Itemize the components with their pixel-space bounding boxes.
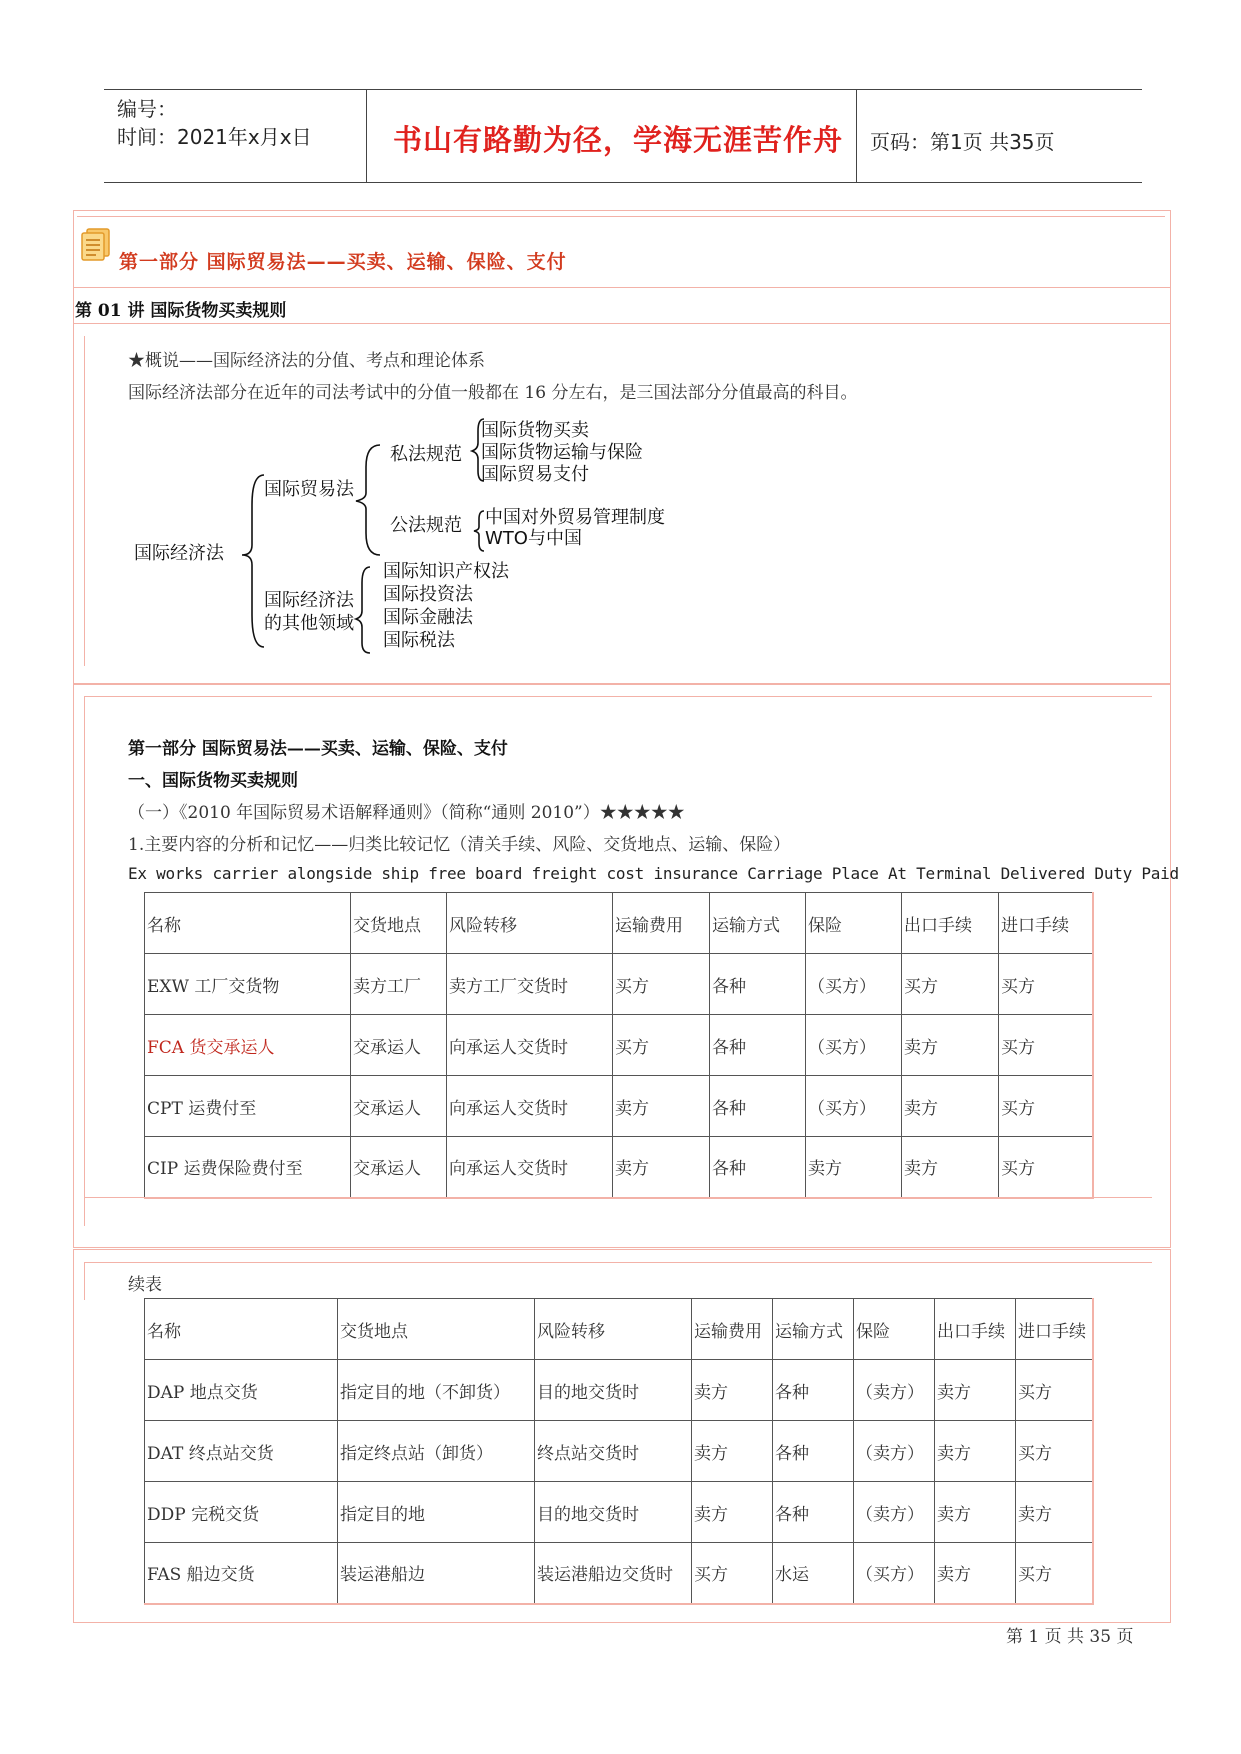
table-header-cell: 运输方式 [773,1299,854,1360]
diagram-other-item-3: 国际金融法 [383,607,473,628]
table-cell: 买方 [613,1015,710,1076]
overview-text: 国际经济法部分在近年的司法考试中的分值一般都在 16 分左右，是三国法部分分值最高的科目。 [128,383,858,403]
part-inner-top-rule [84,696,1152,697]
lecture-title: 第 01 讲 国际货物买卖规则 [75,301,287,321]
diagram-trade-law: 国际贸易法 [264,479,354,500]
table-cell: 卖方 [902,1076,999,1137]
table-cell: 各种 [710,1015,806,1076]
table-cell: 向承运人交货时 [447,1015,613,1076]
table-cell: DDP 完税交货 [145,1482,338,1543]
table-header-cell: 保险 [854,1299,935,1360]
table-cell: CPT 运费付至 [145,1076,351,1137]
table-cell: 卖方 [692,1482,773,1543]
table-cell: 交承运人 [351,1137,447,1198]
continued-inner-left-rule [84,1262,85,1300]
overview-heading: ★概说——国际经济法的分值、考点和理论体系 [128,351,485,371]
table-cell: （买方） [806,1076,902,1137]
table-cell: 买方 [999,1137,1093,1198]
table-cell: CIP 运费保险费付至 [145,1137,351,1198]
section-inner-top-rule [77,216,1165,217]
diagram-other-fields-line2: 的其他领域 [264,613,354,634]
diagram-private-item-2: 国际货物运输与保险 [481,442,643,463]
table-cell: 各种 [710,1076,806,1137]
table-row [145,954,1093,1015]
table-cell: 卖方 [692,1360,773,1421]
table-row [145,1360,1093,1421]
table-row [145,1421,1093,1482]
header-number-label: 编号： [117,97,177,121]
header-divider-right [856,89,857,183]
section-title-rule [73,287,1170,288]
table-cell: FAS 船边交货 [145,1543,338,1604]
table-cell: 卖方 [613,1076,710,1137]
table-cell: 水运 [773,1543,854,1604]
table-cell: 卖方 [935,1360,1016,1421]
diagram-root: 国际经济法 [134,543,224,564]
diagram-private-item-1: 国际货物买卖 [481,420,589,441]
table-cell: （买方） [806,954,902,1015]
table-cell: 买方 [999,954,1093,1015]
table-header-cell: 运输费用 [692,1299,773,1360]
table-cell: 卖方 [935,1421,1016,1482]
diagram-public-law: 公法规范 [390,515,462,536]
diagram-other-item-2: 国际投资法 [383,584,473,605]
table-cell: （卖方） [854,1482,935,1543]
table-cell: 卖方工厂交货时 [447,954,613,1015]
table-cell: 买方 [1016,1421,1093,1482]
table-cell: 卖方 [613,1137,710,1198]
incoterms-table-1 [144,892,1094,1199]
table-row [145,1482,1093,1543]
section-title: 第一部分 国际贸易法——买卖、运输、保险、支付 [119,251,567,273]
table-cell: 各种 [773,1482,854,1543]
table-cell: 向承运人交货时 [447,1137,613,1198]
table-header-cell: 名称 [145,1299,338,1360]
table-cell: 交承运人 [351,1076,447,1137]
table-cell: 买方 [999,1076,1093,1137]
part-point: 1.主要内容的分析和记忆——归类比较记忆（清关手续、风险、交货地点、运输、保险） [128,835,791,855]
continued-inner-top-rule [84,1262,1152,1263]
table-cell: 各种 [773,1421,854,1482]
table-header-row [145,1299,1093,1360]
table-cell: 终点站交货时 [535,1421,692,1482]
page-footer: 第 1 页 共 35 页 [1006,1627,1134,1647]
table-cell: （卖方） [854,1421,935,1482]
table-header-cell: 进口手续 [1016,1299,1093,1360]
overview-left-rule [84,336,85,666]
table-cell: 各种 [710,1137,806,1198]
diagram-private-item-3: 国际贸易支付 [481,464,589,485]
table-cell: DAP 地点交货 [145,1360,338,1421]
table-cell: 买方 [692,1543,773,1604]
table-cell: 装运港船边 [338,1543,535,1604]
table2-caption: 续表 [128,1275,162,1295]
table-cell: 目的地交货时 [535,1482,692,1543]
part-subtitle: 一、国际货物买卖规则 [128,771,298,791]
header-time-label: 时间：2021年x月x日 [117,125,312,149]
header-bottom-rule [104,182,1142,183]
table-cell: 卖方工厂 [351,954,447,1015]
table-cell: 装运港船边交货时 [535,1543,692,1604]
diagram-private-law: 私法规范 [390,444,462,465]
table-header-cell: 交货地点 [338,1299,535,1360]
table-cell: 卖方 [692,1421,773,1482]
table-header-cell: 风险转移 [447,893,613,954]
table-header-cell: 交货地点 [351,893,447,954]
table-header-cell: 运输费用 [613,893,710,954]
table-header-cell: 名称 [145,893,351,954]
table-row [145,1543,1093,1604]
lecture-title-rule [73,323,1170,324]
incoterms-table-2 [144,1298,1094,1605]
table-cell: 向承运人交货时 [447,1076,613,1137]
table-header-cell: 出口手续 [902,893,999,954]
table-cell: EXW 工厂交货物 [145,954,351,1015]
table-row [145,1076,1093,1137]
table-cell: 买方 [1016,1360,1093,1421]
table-cell: 各种 [773,1360,854,1421]
diagram-public-item-2: WTO与中国 [485,528,582,549]
table-header-cell: 进口手续 [999,893,1093,954]
part-clause: （一）《2010 年国际贸易术语解释通则》（简称“通则 2010”）★★★★★ [128,803,685,823]
diagram-other-fields-line1: 国际经济法 [264,590,354,611]
table-header-cell: 出口手续 [935,1299,1016,1360]
header-motto: 书山有路勤为径，学海无涯苦作舟 [393,123,844,157]
table-cell: 卖方 [806,1137,902,1198]
table-header-row [145,893,1093,954]
table-header-cell: 运输方式 [710,893,806,954]
table-cell: 买方 [1016,1543,1093,1604]
diagram-other-item-1: 国际知识产权法 [383,561,509,582]
table-cell: 卖方 [1016,1482,1093,1543]
document-icon [80,228,112,262]
table-cell: 卖方 [935,1482,1016,1543]
table-cell: （买方） [806,1015,902,1076]
header-divider-left [366,89,367,183]
table-cell: 买方 [613,954,710,1015]
table-cell: 指定目的地（不卸货） [338,1360,535,1421]
table-row [145,1137,1093,1198]
table-cell: 各种 [710,954,806,1015]
table-row [145,1015,1093,1076]
table-cell: （买方） [854,1543,935,1604]
table-header-cell: 风险转移 [535,1299,692,1360]
part-inner-left-rule [84,696,85,1226]
diagram-public-item-1: 中国对外贸易管理制度 [485,507,665,528]
header-page-label: 页码：第1页 共35页 [870,130,1055,154]
table-cell: （卖方） [854,1360,935,1421]
table-cell: 指定终点站（卸货） [338,1421,535,1482]
header-top-rule [104,89,1142,90]
table-cell: 卖方 [935,1543,1016,1604]
part-terms-line: Ex works carrier alongside ship free board freight cost insurance Carriage Place At Terminal Delivered Duty Paid [128,864,1179,883]
table-cell: 卖方 [902,1137,999,1198]
table-cell: 目的地交货时 [535,1360,692,1421]
table-cell: 买方 [902,954,999,1015]
table-cell: 交承运人 [351,1015,447,1076]
table-cell: FCA 货交承运人 [145,1015,351,1076]
table-cell: 指定目的地 [338,1482,535,1543]
diagram-other-item-4: 国际税法 [383,630,455,651]
table-header-cell: 保险 [806,893,902,954]
table-cell: DAT 终点站交货 [145,1421,338,1482]
table-cell: 买方 [999,1015,1093,1076]
table-cell: 卖方 [902,1015,999,1076]
part-title: 第一部分 国际贸易法——买卖、运输、保险、支付 [128,739,508,759]
